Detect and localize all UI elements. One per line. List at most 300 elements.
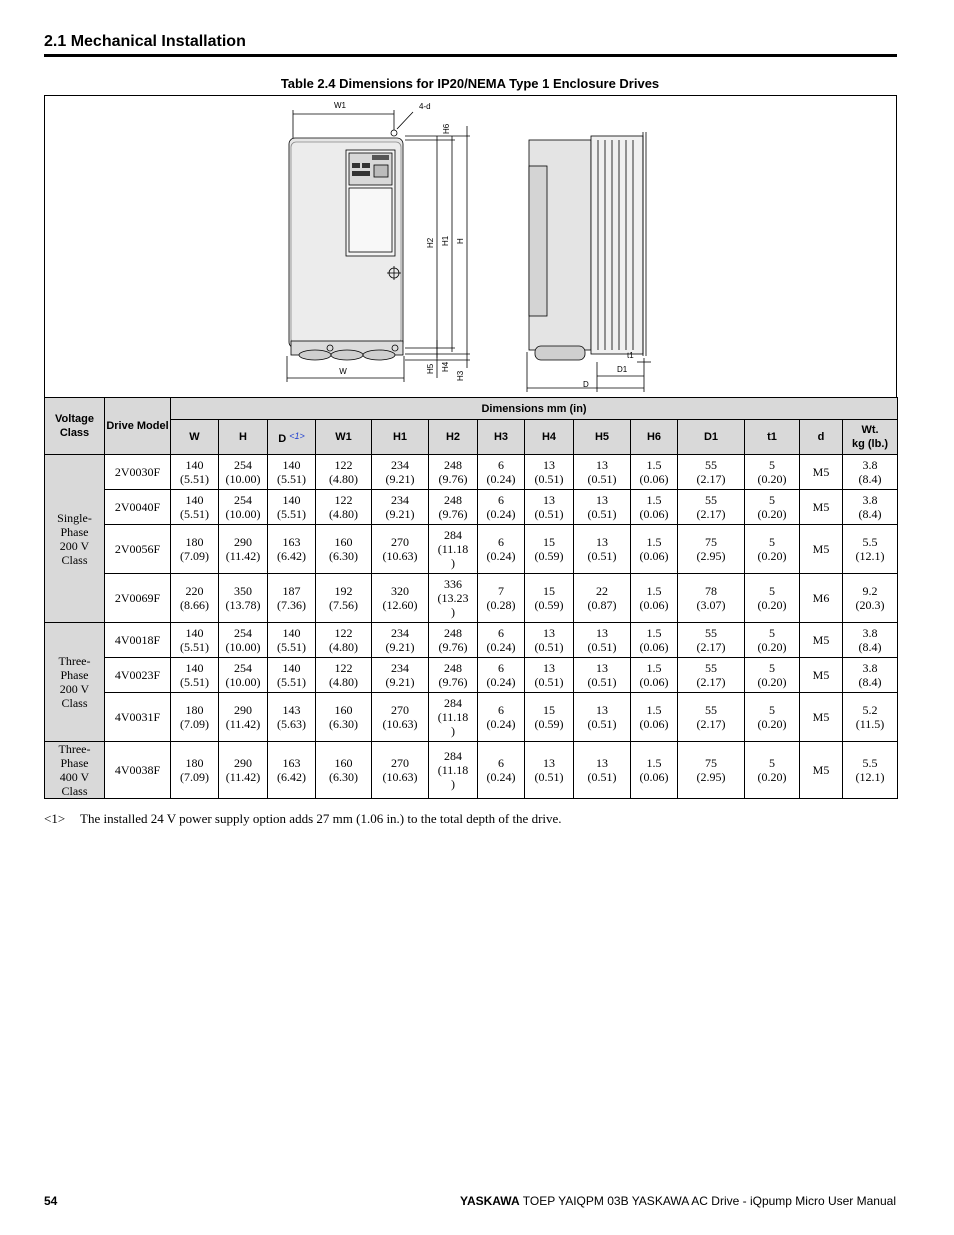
dimension-cell: [268, 455, 316, 490]
cell-line: (8.4): [858, 472, 882, 486]
cell-line: 122: [334, 661, 353, 675]
drive-model-cell: 2V0030F: [105, 455, 171, 490]
col-t1: t1: [745, 420, 800, 455]
cell-line: (9.21): [385, 507, 415, 521]
cell-line: ): [451, 556, 455, 570]
dimension-cell: [745, 693, 800, 742]
cell-line: (2.95): [696, 549, 726, 563]
label-h5: H5: [426, 363, 435, 374]
dimension-cell: [745, 742, 800, 799]
drive-model-cell: 4V0031F: [105, 693, 171, 742]
cell-line: 5: [769, 703, 775, 717]
col-h: H: [219, 420, 268, 455]
dimension-cell: [525, 574, 574, 623]
cell-line: (12.1): [855, 549, 885, 563]
dimension-cell: [574, 455, 631, 490]
voltage-class-line: Three-: [58, 742, 91, 756]
cell-line: (0.59): [534, 549, 564, 563]
cell-line: (9.21): [385, 640, 415, 654]
cell-line: 192: [334, 584, 353, 598]
cell-line: 13: [596, 493, 608, 507]
drive-model-cell: 4V0023F: [105, 658, 171, 693]
cell-line: 5: [769, 535, 775, 549]
col-d-small: d: [800, 420, 843, 455]
cell-line: 160: [334, 756, 353, 770]
dimension-cell: [843, 623, 898, 658]
dimension-cell: [429, 693, 478, 742]
cell-line: (0.51): [534, 770, 564, 784]
dimension-cell: [316, 742, 372, 799]
drive-model-cell: 2V0040F: [105, 490, 171, 525]
cell-line: 5: [769, 458, 775, 472]
cell-line: 3.8: [862, 493, 878, 507]
cell-line: 140: [282, 626, 301, 640]
dimension-cell: [745, 658, 800, 693]
voltage-class-line: Three-: [58, 654, 91, 668]
cell-line: 140: [185, 493, 204, 507]
cell-line: 3.8: [862, 458, 878, 472]
dimension-cell: [171, 658, 219, 693]
dimension-cell: [631, 574, 678, 623]
cell-line: 234: [391, 458, 409, 472]
dimension-cell: [372, 658, 429, 693]
cell-line: (13.23: [437, 591, 469, 605]
dimension-cell: [316, 525, 372, 574]
cell-line: 270: [391, 703, 409, 717]
dimension-cell: [678, 455, 745, 490]
drive-model-cell: 2V0069F: [105, 574, 171, 623]
cell-line: 15: [543, 584, 555, 598]
dimension-cell: [843, 525, 898, 574]
dimension-cell: [478, 574, 525, 623]
cell-line: (10.00): [225, 472, 261, 486]
cell-line: 248: [444, 458, 462, 472]
cell-line: (0.20): [757, 549, 787, 563]
voltage-class-line: Class: [61, 696, 88, 710]
table-row: [45, 742, 898, 799]
cell-line: (9.21): [385, 472, 415, 486]
dimension-cell: [372, 490, 429, 525]
cell-line: (7.09): [180, 770, 209, 784]
cell-line: 13: [543, 626, 555, 640]
dimension-cell: [745, 574, 800, 623]
voltage-class-line: 400 V: [59, 770, 90, 784]
dimension-cell: [171, 742, 219, 799]
label-h: H: [456, 238, 465, 244]
cell-line: 5.5: [862, 756, 878, 770]
dimension-cell: [800, 455, 843, 490]
label-d1: D1: [617, 365, 628, 374]
cell-line: (20.3): [855, 598, 885, 612]
cell-line: 22: [596, 584, 608, 598]
cell-line: (10.63): [382, 549, 418, 563]
cell-line: 13: [596, 661, 608, 675]
cell-line: 180: [185, 535, 204, 549]
cell-line: (5.51): [180, 675, 209, 689]
cell-line: 270: [391, 535, 409, 549]
cell-line: (0.24): [486, 507, 516, 521]
cell-line: (9.21): [385, 675, 415, 689]
dimension-cell: [372, 742, 429, 799]
cell-line: 180: [185, 703, 204, 717]
dimension-cell: [219, 574, 268, 623]
dimension-cell: [574, 693, 631, 742]
cell-line: 143: [282, 703, 301, 717]
dimension-cell: [316, 693, 372, 742]
dimension-cell: [631, 525, 678, 574]
cell-line: (12.60): [382, 598, 418, 612]
footnote-link[interactable]: <1>: [289, 430, 305, 441]
cell-line: 248: [444, 493, 462, 507]
dimension-cell: [429, 574, 478, 623]
cell-line: (8.4): [858, 640, 882, 654]
cell-line: M5: [812, 500, 830, 514]
cell-line: 290: [234, 756, 252, 770]
cell-line: 187: [282, 584, 301, 598]
cell-line: 284: [444, 696, 462, 710]
dimension-cell: [843, 490, 898, 525]
dimension-cell: [268, 574, 316, 623]
cell-line: 55: [705, 703, 717, 717]
voltage-class-line: Phase: [60, 668, 89, 682]
cell-line: (0.59): [534, 717, 564, 731]
dimension-cell: [574, 742, 631, 799]
cell-line: M5: [812, 763, 830, 777]
cell-line: (0.06): [639, 770, 669, 784]
drive-model-cell: 4V0038F: [105, 742, 171, 799]
dimension-cell: [843, 658, 898, 693]
cell-line: 220: [185, 584, 204, 598]
cell-line: 140: [185, 458, 204, 472]
dimension-cell: [316, 623, 372, 658]
dimension-cell: [574, 574, 631, 623]
table-row: [45, 525, 898, 574]
cell-line: (5.51): [277, 472, 306, 486]
cell-line: (0.28): [486, 598, 516, 612]
col-weight: [843, 420, 898, 455]
cell-line: 1.5: [646, 756, 662, 770]
dimension-cell: [429, 490, 478, 525]
cell-line: (0.51): [587, 640, 617, 654]
cell-line: 234: [391, 493, 409, 507]
label-h4: H4: [441, 361, 450, 372]
header-voltage-class: Voltage Class: [45, 398, 105, 455]
cell-line: 1.5: [646, 535, 662, 549]
col-w: W: [171, 420, 219, 455]
dimension-cell: [800, 693, 843, 742]
dimension-cell: [800, 525, 843, 574]
col-h3: H3: [478, 420, 525, 455]
cell-line: (0.06): [639, 507, 669, 521]
dimension-cell: [316, 490, 372, 525]
cell-line: 284: [444, 528, 462, 542]
dimension-cell: [574, 490, 631, 525]
cell-line: (0.24): [486, 770, 516, 784]
cell-line: 13: [596, 626, 608, 640]
dimension-cell: [525, 455, 574, 490]
cell-line: (4.80): [329, 675, 358, 689]
cell-line: (11.18: [437, 710, 469, 724]
cell-line: (0.59): [534, 598, 564, 612]
cell-line: (0.06): [639, 472, 669, 486]
cell-line: (10.00): [225, 507, 261, 521]
dimension-cell: [316, 455, 372, 490]
cell-line: (9.76): [438, 675, 468, 689]
footer-doc: [460, 1194, 896, 1208]
dimension-cell: [268, 693, 316, 742]
cell-line: (0.20): [757, 770, 787, 784]
voltage-class-cell: [45, 455, 105, 623]
cell-line: (2.17): [696, 472, 726, 486]
cell-line: 234: [391, 661, 409, 675]
cell-line: 6: [498, 626, 504, 640]
table-row: [45, 574, 898, 623]
table-row: [45, 490, 898, 525]
cell-line: (5.51): [277, 507, 306, 521]
dimension-cell: [574, 658, 631, 693]
cell-line: 13: [543, 661, 555, 675]
cell-line: (3.07): [696, 598, 726, 612]
cell-line: 163: [282, 756, 301, 770]
dimension-cell: [800, 742, 843, 799]
cell-line: (9.76): [438, 507, 468, 521]
cell-line: 336: [444, 577, 462, 591]
dimension-cell: [745, 623, 800, 658]
cell-line: 7: [498, 584, 504, 598]
dimension-cell: [171, 623, 219, 658]
cell-line: (8.66): [180, 598, 209, 612]
dimension-cell: [525, 742, 574, 799]
dimension-cell: [574, 525, 631, 574]
dimension-cell: [268, 525, 316, 574]
dimension-cell: [745, 525, 800, 574]
table-row: [45, 658, 898, 693]
table-row: [45, 455, 898, 490]
cell-line: 75: [705, 756, 717, 770]
cell-line: 140: [185, 626, 204, 640]
cell-line: 254: [234, 458, 252, 472]
cell-line: 78: [705, 584, 717, 598]
header-drive-model: Drive Model: [105, 398, 171, 455]
dimension-cell: [268, 490, 316, 525]
voltage-class-line: 200 V: [59, 682, 90, 696]
cell-line: 5.5: [862, 535, 878, 549]
cell-line: 320: [391, 584, 409, 598]
cell-line: (6.30): [329, 549, 358, 563]
label-h6: H6: [442, 123, 451, 134]
cell-line: (10.63): [382, 770, 418, 784]
dimension-cell: [745, 490, 800, 525]
dimension-cell: [372, 623, 429, 658]
cell-line: 75: [705, 535, 717, 549]
header-rule: [44, 54, 897, 57]
cell-line: 234: [391, 626, 409, 640]
dimension-cell: [478, 693, 525, 742]
cell-line: (4.80): [329, 507, 358, 521]
cell-line: ): [451, 605, 455, 619]
voltage-class-line: Class: [61, 552, 88, 567]
cell-line: 6: [498, 458, 504, 472]
cell-line: 6: [498, 703, 504, 717]
dimension-cell: [478, 623, 525, 658]
dimension-cell: [678, 574, 745, 623]
cell-line: (0.24): [486, 472, 516, 486]
dimension-cell: [745, 455, 800, 490]
dimension-cell: [372, 455, 429, 490]
cell-line: (10.00): [225, 640, 261, 654]
cell-line: 248: [444, 661, 462, 675]
cell-line: 13: [596, 756, 608, 770]
dimension-cell: [171, 525, 219, 574]
cell-line: 6: [498, 756, 504, 770]
cell-line: 5: [769, 493, 775, 507]
cell-line: 1.5: [646, 458, 662, 472]
cell-line: (4.80): [329, 472, 358, 486]
label-w1: W1: [334, 101, 346, 110]
cell-line: (10.00): [225, 675, 261, 689]
dimension-cell: [574, 623, 631, 658]
cell-line: 5: [769, 756, 775, 770]
dimension-cell: [219, 525, 268, 574]
dimension-cell: [429, 525, 478, 574]
label-t1: t1: [627, 351, 634, 360]
dimension-cell: [478, 525, 525, 574]
cell-line: (5.63): [277, 717, 306, 731]
cell-line: (0.87): [587, 598, 617, 612]
dimension-cell: [219, 742, 268, 799]
col-weight-line1: Wt.: [861, 424, 879, 436]
cell-line: (0.06): [639, 675, 669, 689]
cell-line: 140: [282, 458, 301, 472]
dimension-cell: [316, 574, 372, 623]
dimension-cell: [631, 623, 678, 658]
cell-line: (11.42): [225, 549, 261, 563]
cell-line: (8.4): [858, 675, 882, 689]
cell-line: M5: [812, 542, 830, 556]
cell-line: (2.17): [696, 675, 726, 689]
cell-line: 1.5: [646, 703, 662, 717]
cell-line: (0.06): [639, 640, 669, 654]
cell-line: (0.51): [587, 675, 617, 689]
label-4d: 4-d: [419, 102, 431, 111]
dimension-cell: [219, 658, 268, 693]
dimension-cell: [268, 658, 316, 693]
dimension-cell: [219, 490, 268, 525]
cell-line: (7.36): [277, 598, 306, 612]
cell-line: (12.1): [855, 770, 885, 784]
cell-line: (0.20): [757, 598, 787, 612]
label-h2: H2: [426, 237, 435, 248]
voltage-class-line: Phase: [60, 524, 89, 539]
cell-line: 5.2: [862, 703, 878, 717]
cell-line: 163: [282, 535, 301, 549]
cell-line: (2.17): [696, 717, 726, 731]
cell-line: 13: [596, 535, 608, 549]
dimension-cell: [843, 693, 898, 742]
cell-line: (0.24): [486, 640, 516, 654]
cell-line: 1.5: [646, 584, 662, 598]
dimension-cell: [171, 490, 219, 525]
dimension-cell: [678, 490, 745, 525]
cell-line: 55: [705, 626, 717, 640]
cell-line: ): [451, 777, 455, 791]
cell-line: 180: [185, 756, 204, 770]
page-number: 54: [44, 1194, 58, 1208]
cell-line: M5: [812, 465, 830, 479]
label-h1: H1: [441, 235, 450, 246]
cell-line: 5: [769, 661, 775, 675]
cell-line: 3.8: [862, 661, 878, 675]
cell-line: (0.51): [587, 507, 617, 521]
cell-line: (0.24): [486, 717, 516, 731]
cell-line: 284: [444, 749, 462, 763]
cell-line: 1.5: [646, 661, 662, 675]
cell-line: 6: [498, 661, 504, 675]
dimension-cell: [429, 742, 478, 799]
cell-line: 13: [543, 756, 555, 770]
dimension-cell: [429, 455, 478, 490]
label-w: W: [339, 367, 347, 376]
cell-line: (2.17): [696, 507, 726, 521]
voltage-class-line: 200 V: [59, 538, 90, 553]
dimension-cell: [316, 658, 372, 693]
col-h5: H5: [574, 420, 631, 455]
cell-line: (4.80): [329, 640, 358, 654]
cell-line: 350: [234, 584, 252, 598]
cell-line: 5: [769, 584, 775, 598]
dimension-cell: [372, 525, 429, 574]
dimension-cell: [843, 742, 898, 799]
dimension-cell: [429, 658, 478, 693]
col-weight-line2: kg (lb.): [852, 438, 889, 450]
cell-line: 254: [234, 493, 252, 507]
cell-line: 9.2: [862, 584, 878, 598]
cell-line: (0.24): [486, 675, 516, 689]
cell-line: 254: [234, 626, 252, 640]
cell-line: (6.30): [329, 717, 358, 731]
cell-line: 122: [334, 493, 353, 507]
dimension-drawing: [45, 96, 896, 398]
cell-line: M5: [812, 668, 830, 682]
cell-line: 6: [498, 493, 504, 507]
dimension-cell: [800, 490, 843, 525]
cell-line: (7.09): [180, 717, 209, 731]
dimension-cell: [631, 742, 678, 799]
cell-line: 290: [234, 703, 252, 717]
cell-line: 140: [282, 493, 301, 507]
dimension-cell: [372, 574, 429, 623]
voltage-class-line: Single-: [57, 510, 92, 525]
col-d-label: D: [278, 432, 287, 445]
dimension-cell: [268, 623, 316, 658]
drive-model-cell: 2V0056F: [105, 525, 171, 574]
dimension-cell: [631, 658, 678, 693]
table-caption: Table 2.4 Dimensions for IP20/NEMA Type 1 Enclosure Drives: [280, 76, 660, 91]
dimension-cell: [525, 525, 574, 574]
cell-line: 122: [334, 458, 353, 472]
cell-line: (0.20): [757, 507, 787, 521]
dimension-cell: [171, 574, 219, 623]
cell-line: (0.51): [587, 472, 617, 486]
cell-line: (11.5): [855, 717, 885, 731]
cell-line: (0.06): [639, 598, 669, 612]
dimension-cell: [525, 623, 574, 658]
dimension-cell: [372, 693, 429, 742]
cell-line: (0.51): [534, 472, 564, 486]
dimension-figure: [44, 95, 897, 398]
footer-brand: YASKAWA: [460, 1194, 520, 1208]
dimension-cell: [478, 490, 525, 525]
